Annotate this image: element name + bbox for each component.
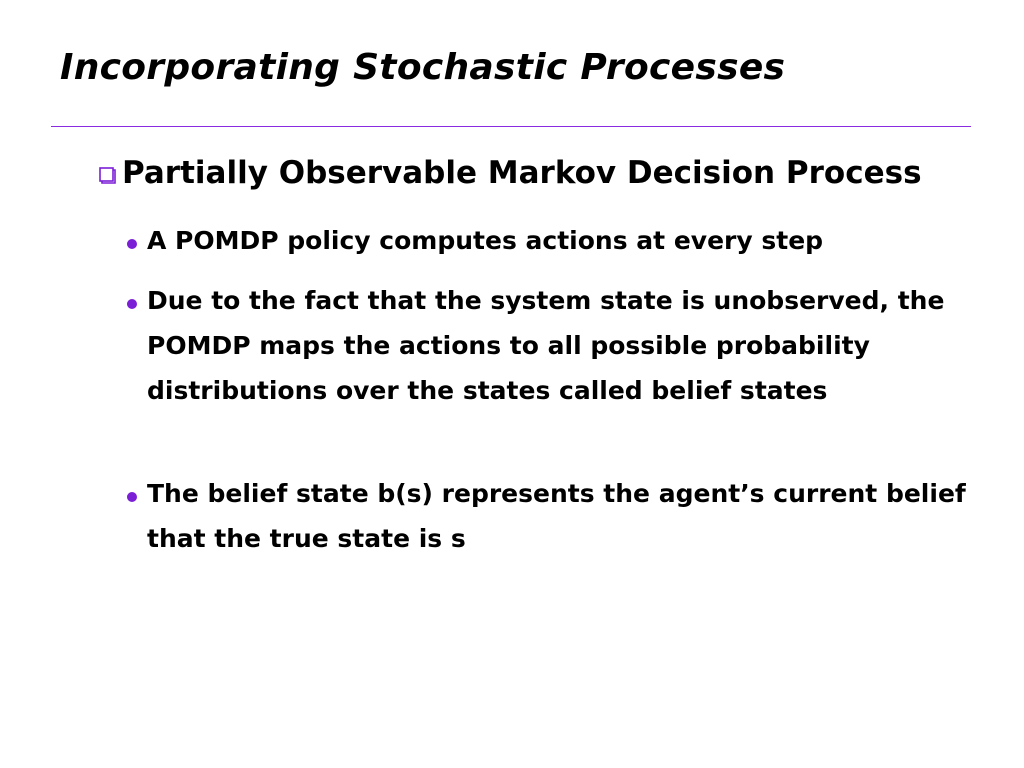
slide-title: Incorporating Stochastic Processes <box>60 47 786 88</box>
list-item-text: A POMDP policy computes actions at every step <box>147 226 824 255</box>
list-item-text: Due to the fact that the system state is unobserved, the POMDP maps the actions to all possible probability distributions over the states called belief states <box>147 286 945 405</box>
dot-icon <box>127 299 137 309</box>
dot-icon <box>127 239 137 249</box>
checkbox-icon <box>96 159 120 189</box>
level1-bullet <box>96 155 922 191</box>
list-item <box>127 481 977 561</box>
title-divider <box>51 126 971 127</box>
list-item <box>127 288 977 413</box>
dot-icon <box>127 492 137 502</box>
level1-text: Partially Observable Markov Decision Process <box>122 155 922 191</box>
list-item-text: The belief state b(s) represents the agent’s current belief that the true state is s <box>147 479 966 553</box>
list-item <box>127 228 977 263</box>
